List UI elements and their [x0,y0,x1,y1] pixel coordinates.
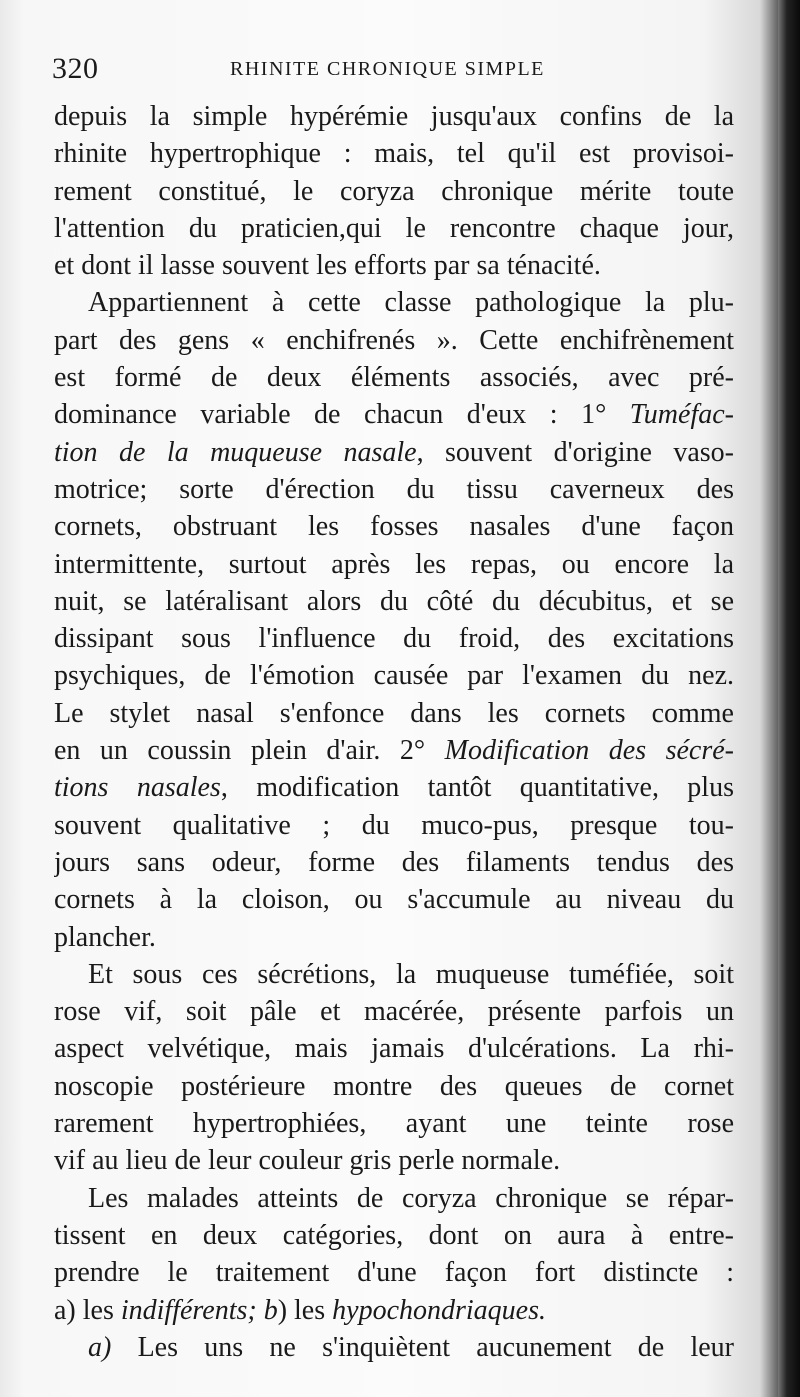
text-line: tions nasales, modification tantôt quantitative, plus [54,772,734,804]
paragraph-start: Appartiennent à cette classe pathologique la plu- [88,287,734,319]
body-text [54,98,734,1366]
text-line: cornets à la cloison, ou s'accumule au niveau du [54,884,734,916]
text-line: plancher. [54,921,156,953]
text-line: a) les indifférents; b) les hypochondriaques. [54,1294,546,1326]
paragraph-start: Et sous ces sécrétions, la muqueuse tuméfiée, soit [88,958,734,990]
italic-term: tion de la muqueuse nasale [54,436,417,468]
text-line: vif au lieu de leur couleur gris perle normale. [54,1145,561,1177]
text-line: et dont il lasse souvent les efforts par sa ténacité. [54,250,601,282]
text-line: depuis la simple hypérémie jusqu'aux confins de la [54,101,734,132]
text-line: l'attention du praticien,qui le rencontre chaque jour, [54,212,734,244]
italic-term: indifférents; b [120,1294,278,1326]
text-line: en un coussin plein d'air. 2° Modification des sécré- [54,735,734,767]
text-line: dominance variable de chacun d'eux : 1° Tuméfac- [54,399,734,431]
text-line: rhinite hypertrophique : mais, tel qu'il est provisoi- [54,138,734,170]
text-line: rarement hypertrophiées, ayant une teinte rose [54,1108,734,1140]
text-line: aspect velvétique, mais jamais d'ulcérations. La rhi- [54,1033,734,1065]
text-line: rement constitué, le coryza chronique mérite toute [54,175,734,207]
page-header [52,52,742,92]
text-line: motrice; sorte d'érection du tissu caverneux des [54,473,734,505]
text-line: dissipant sous l'influence du froid, des excitations [54,623,734,655]
paragraph-start: Les malades atteints de coryza chronique se répar- [88,1182,734,1214]
text-line: psychiques, de l'émotion causée par l'examen du nez. [54,660,734,692]
paragraph-start: a) Les uns ne s'inquiètent aucunement de leur [88,1331,734,1363]
text-line: part des gens « enchifrenés ». Cette enchifrènement [54,324,734,356]
page-number: 320 [52,52,99,85]
text-line: tissent en deux catégories, dont on aura à entre- [54,1219,734,1251]
italic-term: hypochondriaques. [332,1294,546,1326]
text-line: Le stylet nasal s'enfonce dans les cornets comme [54,697,734,729]
text-line: prendre le traitement d'une façon fort distincte : [54,1257,734,1289]
text-line: cornets, obstruant les fosses nasales d'une façon [54,511,734,543]
text-line: jours sans odeur, forme des filaments tendus des [54,846,734,878]
italic-term: Tuméfac- [629,399,734,431]
text-line: souvent qualitative ; du muco-pus, presque tou- [54,809,734,841]
page-edge-shadow [778,0,800,1397]
text-line: est formé de deux éléments associés, avec pré- [54,362,734,394]
text-line: rose vif, soit pâle et macérée, présente parfois un [54,996,734,1028]
text-line: nuit, se latéralisant alors du côté du décubitus, et se [54,585,734,617]
text-line: noscopie postérieure montre des queues de cornet [54,1070,734,1102]
text-line: intermittente, surtout après les repas, ou encore la [54,548,734,580]
running-title: RHINITE CHRONIQUE SIMPLE [230,58,545,80]
italic-term: tions nasales [54,772,221,804]
italic-term: Modification des sécré- [444,735,734,767]
text-line: tion de la muqueuse nasale, souvent d'origine vaso- [54,436,734,468]
